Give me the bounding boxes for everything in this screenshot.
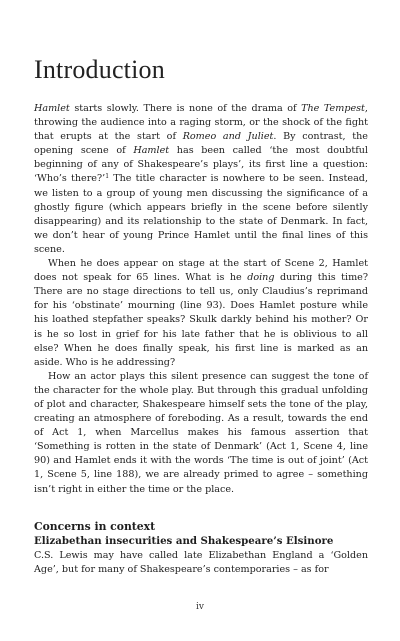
text-run: during this time? There are no stage directions to tell us, only Claudius’s reprimand for his ‘obstinate’ mourning (line 93). Does Hamlet posture while his loathed stepfather speaks? Skulk darkly behind his mother? Or is he so lost in grief for his late father that he is oblivious to all else? When he does finally speak, his first line is marked as an aside. Who is he addressing? — [34, 272, 369, 368]
text-run: . By contrast, the opening scene of — [34, 131, 368, 157]
italic-text: Hamlet — [133, 145, 170, 157]
paragraph-3 — [34, 370, 368, 497]
section-concerns — [34, 519, 368, 577]
italic-text: Romeo and Juliet — [182, 131, 274, 143]
italic-text: The Tempest — [301, 103, 365, 114]
footnote-marker: 1 — [105, 173, 110, 181]
italic-text: doing — [247, 272, 275, 284]
text-run: starts slowly. There is none of the drama of — [69, 103, 302, 114]
paragraph-2 — [34, 257, 368, 370]
text-run: has been called ‘the most doubtful beginning of any of Shakespeare’s plays’, its first line a question: ‘Who’s there?’ — [34, 145, 368, 185]
body-text — [34, 102, 368, 497]
page-number: iv — [196, 602, 204, 612]
text-run: When he does appear on stage at the start of Scene 2, Hamlet does not speak for 65 lines. What is he — [34, 258, 368, 284]
section-paragraph: C.S. Lewis may have called late Elizabethan England a ‘Golden Age’, but for many of Shakespeare’s contemporaries – as for — [34, 550, 368, 576]
page-title: Introduction — [34, 55, 165, 84]
section-subheading: Elizabethan insecurities and Shakespeare’s Elsinore — [34, 535, 334, 547]
text-run: The title character is nowhere to be seen. Instead, we listen to a group of young men discussing the significance of a ghostly figure (which appears briefly in the scene before silently disappearing) and its relationship to the state of Denmark. In fact, we don’t hear of young Prince Hamlet until the final lines of this scene. — [34, 173, 368, 255]
text-run: , throwing the audience into a raging storm, or the shock of the fight that erupts at the start of — [34, 103, 368, 143]
section-heading: Concerns in context — [34, 520, 156, 533]
italic-text: Hamlet — [34, 103, 70, 114]
paragraph-1 — [34, 102, 368, 257]
text-run: How an actor plays this silent presence can suggest the tone of the character for the whole play. But through this gradual unfolding of plot and character, Shakespeare himself sets the tone of the play, creating an atmosphere of foreboding. As a result, towards the end of Act 1, when Marcellus makes his famous assertion that ‘Something is rotten in the state of Denmark’ (Act 1, Scene 4, line 90) and Hamlet ends it with the words ‘The time is out of joint’ (Act 1, Scene 5, line 188), we are already primed to agree – something isn’t right in either the time or the place. — [34, 370, 368, 495]
